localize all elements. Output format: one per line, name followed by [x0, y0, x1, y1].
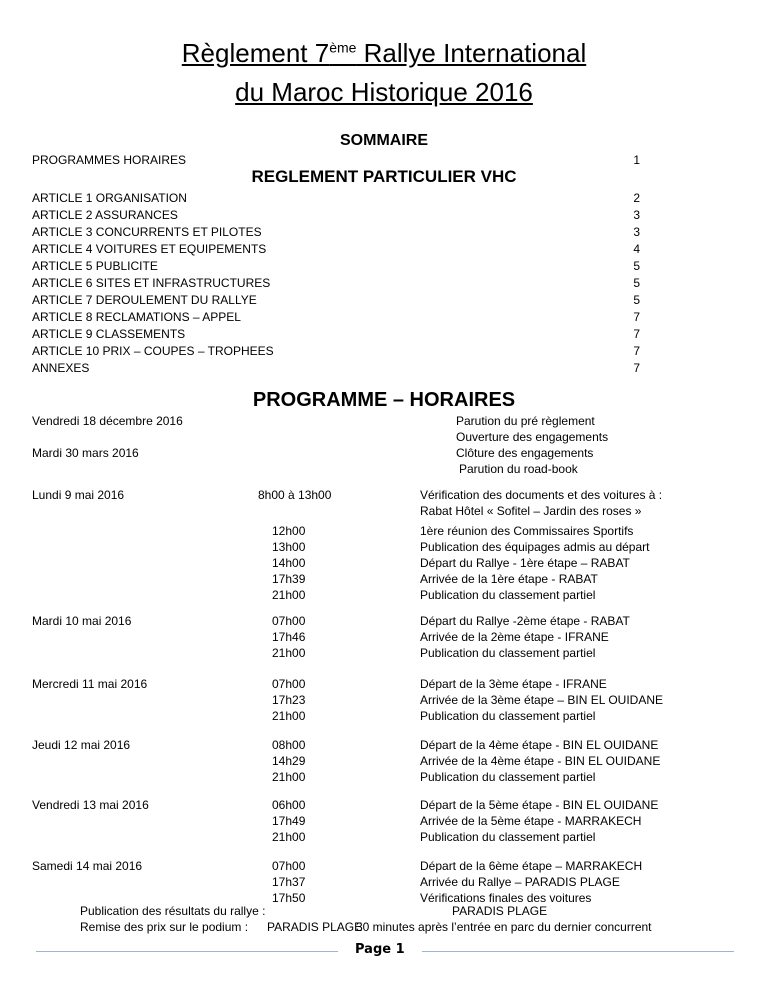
schedule-event: Arrivée de la 5ème étape - MARRAKECH: [420, 814, 642, 828]
toc-article-label: ARTICLE 1 ORGANISATION: [32, 191, 187, 205]
pre-date-2: Mardi 30 mars 2016: [32, 446, 139, 460]
schedule-time: 17h46: [272, 630, 306, 644]
day-date: Mardi 10 mai 2016: [32, 614, 132, 628]
schedule-event: Publication du classement partiel: [420, 588, 596, 602]
schedule-time: 21h00: [272, 588, 306, 602]
pre-date-1: Vendredi 18 décembre 2016: [32, 414, 183, 428]
toc-article-label: ANNEXES: [32, 361, 90, 375]
footer-rule-right: [422, 951, 734, 952]
schedule-event: Publication du classement partiel: [420, 709, 596, 723]
toc-article-page: 5: [633, 276, 640, 290]
schedule-time: 21h00: [272, 770, 306, 784]
schedule-event: Départ de la 3ème étape - IFRANE: [420, 677, 607, 691]
schedule-event: Départ du Rallye - 1ère étape – RABAT: [420, 556, 630, 570]
schedule-event: Arrivée de la 1ère étape - RABAT: [420, 572, 598, 586]
toc-article-page: 3: [633, 208, 640, 222]
schedule-time: 14h00: [272, 556, 306, 570]
toc-article-label: ARTICLE 6 SITES ET INFRASTRUCTURES: [32, 276, 271, 290]
toc-programmes-label: PROGRAMMES HORAIRES: [32, 153, 187, 167]
day-date: Jeudi 12 mai 2016: [32, 738, 131, 752]
day-date: Vendredi 13 mai 2016: [32, 798, 149, 812]
day-date: Mercredi 11 mai 2016: [32, 677, 148, 691]
schedule-time: 17h49: [272, 814, 306, 828]
schedule-time: 17h39: [272, 572, 306, 586]
toc-article-label: ARTICLE 5 PUBLICITE: [32, 259, 158, 273]
schedule-time: 07h00: [272, 859, 306, 873]
podium-label: Remise des prix sur le podium :: [80, 920, 249, 934]
pre-event-1: Parution du pré règlement: [456, 414, 595, 428]
toc-programmes-page: 1: [633, 153, 640, 167]
schedule-time: 17h37: [272, 875, 306, 889]
podium-place: PARADIS PLAGE: [267, 920, 363, 934]
podium-value: 30 minutes après l’entrée en parc du dernier concurrent: [356, 920, 652, 934]
schedule-time: 17h50: [272, 891, 306, 905]
day-date: Lundi 9 mai 2016: [32, 488, 125, 502]
schedule-time: 13h00: [272, 540, 306, 554]
toc-article-label: ARTICLE 8 RECLAMATIONS – APPEL: [32, 310, 241, 324]
toc-article-page: 7: [633, 361, 640, 375]
schedule-event: Publication des équipages admis au départ: [420, 540, 650, 554]
schedule-event: Arrivée de la 4ème étape - BIN EL OUIDANE: [420, 754, 661, 768]
schedule-time: 21h00: [272, 646, 306, 660]
schedule-event: Vérifications finales des voitures: [420, 891, 592, 905]
pre-event-3: Clôture des engagements: [456, 446, 594, 460]
pre-event-4: Parution du road-book: [459, 462, 578, 476]
toc-article-label: ARTICLE 2 ASSURANCES: [32, 208, 178, 222]
toc-article-page: 7: [633, 310, 640, 324]
toc-article-page: 7: [633, 327, 640, 341]
schedule-event: Arrivée de la 3ème étape – BIN EL OUIDANE: [420, 693, 663, 707]
pre-event-2: Ouverture des engagements: [456, 430, 609, 444]
schedule-time: 07h00: [272, 677, 306, 691]
reglement-heading: REGLEMENT PARTICULIER VHC: [251, 167, 517, 186]
toc-article-label: ARTICLE 9 CLASSEMENTS: [32, 327, 186, 341]
toc-article-page: 4: [633, 242, 640, 256]
toc-article-page: 5: [633, 259, 640, 273]
footer-rule-left: [36, 951, 338, 952]
schedule-event: Départ de la 5ème étape - BIN EL OUIDANE: [420, 798, 659, 812]
day-date: Samedi 14 mai 2016: [32, 859, 143, 873]
schedule-event: Arrivée du Rallye – PARADIS PLAGE: [420, 875, 620, 889]
schedule-time: 8h00 à 13h00: [258, 488, 332, 502]
schedule-time: 06h00: [272, 798, 306, 812]
page-number: Page 1: [355, 942, 405, 957]
schedule-event: Vérification des documents et des voitures à :: [420, 488, 663, 502]
document-title-line1: Règlement 7ème Rallye International: [181, 38, 587, 68]
schedule-event: Départ de la 6ème étape – MARRAKECH: [420, 859, 643, 873]
toc-article-page: 3: [633, 225, 640, 239]
schedule-event: 1ère réunion des Commissaires Sportifs: [420, 524, 634, 538]
schedule-event: Arrivée de la 2ème étape - IFRANE: [420, 630, 609, 644]
toc-article-page: 2: [633, 191, 640, 205]
schedule-event: Rabat Hôtel « Sofitel – Jardin des roses »: [420, 504, 642, 518]
sommaire-heading: SOMMAIRE: [340, 132, 428, 149]
toc-article-page: 5: [633, 293, 640, 307]
programme-heading: PROGRAMME – HORAIRES: [252, 389, 516, 411]
schedule-time: 21h00: [272, 709, 306, 723]
results-value: PARADIS PLAGE: [452, 904, 548, 918]
schedule-time: 08h00: [272, 738, 306, 752]
schedule-time: 17h23: [272, 693, 306, 707]
schedule-event: Publication du classement partiel: [420, 770, 596, 784]
schedule-event: Publication du classement partiel: [420, 830, 596, 844]
toc-article-label: ARTICLE 10 PRIX – COUPES – TROPHEES: [32, 344, 274, 358]
schedule-event: Départ de la 4ème étape - BIN EL OUIDANE: [420, 738, 659, 752]
toc-article-label: ARTICLE 4 VOITURES ET EQUIPEMENTS: [32, 242, 267, 256]
schedule-time: 07h00: [272, 614, 306, 628]
document-title-line2: du Maroc Historique 2016: [235, 77, 533, 107]
schedule-event: Publication du classement partiel: [420, 646, 596, 660]
schedule-event: Départ du Rallye -2ème étape - RABAT: [420, 614, 630, 628]
schedule-time: 14h29: [272, 754, 306, 768]
schedule-time: 21h00: [272, 830, 306, 844]
toc-article-label: ARTICLE 7 DEROULEMENT DU RALLYE: [32, 293, 257, 307]
toc-article-page: 7: [633, 344, 640, 358]
results-label: Publication des résultats du rallye :: [80, 904, 266, 918]
schedule-time: 12h00: [272, 524, 306, 538]
toc-article-label: ARTICLE 3 CONCURRENTS ET PILOTES: [32, 225, 262, 239]
